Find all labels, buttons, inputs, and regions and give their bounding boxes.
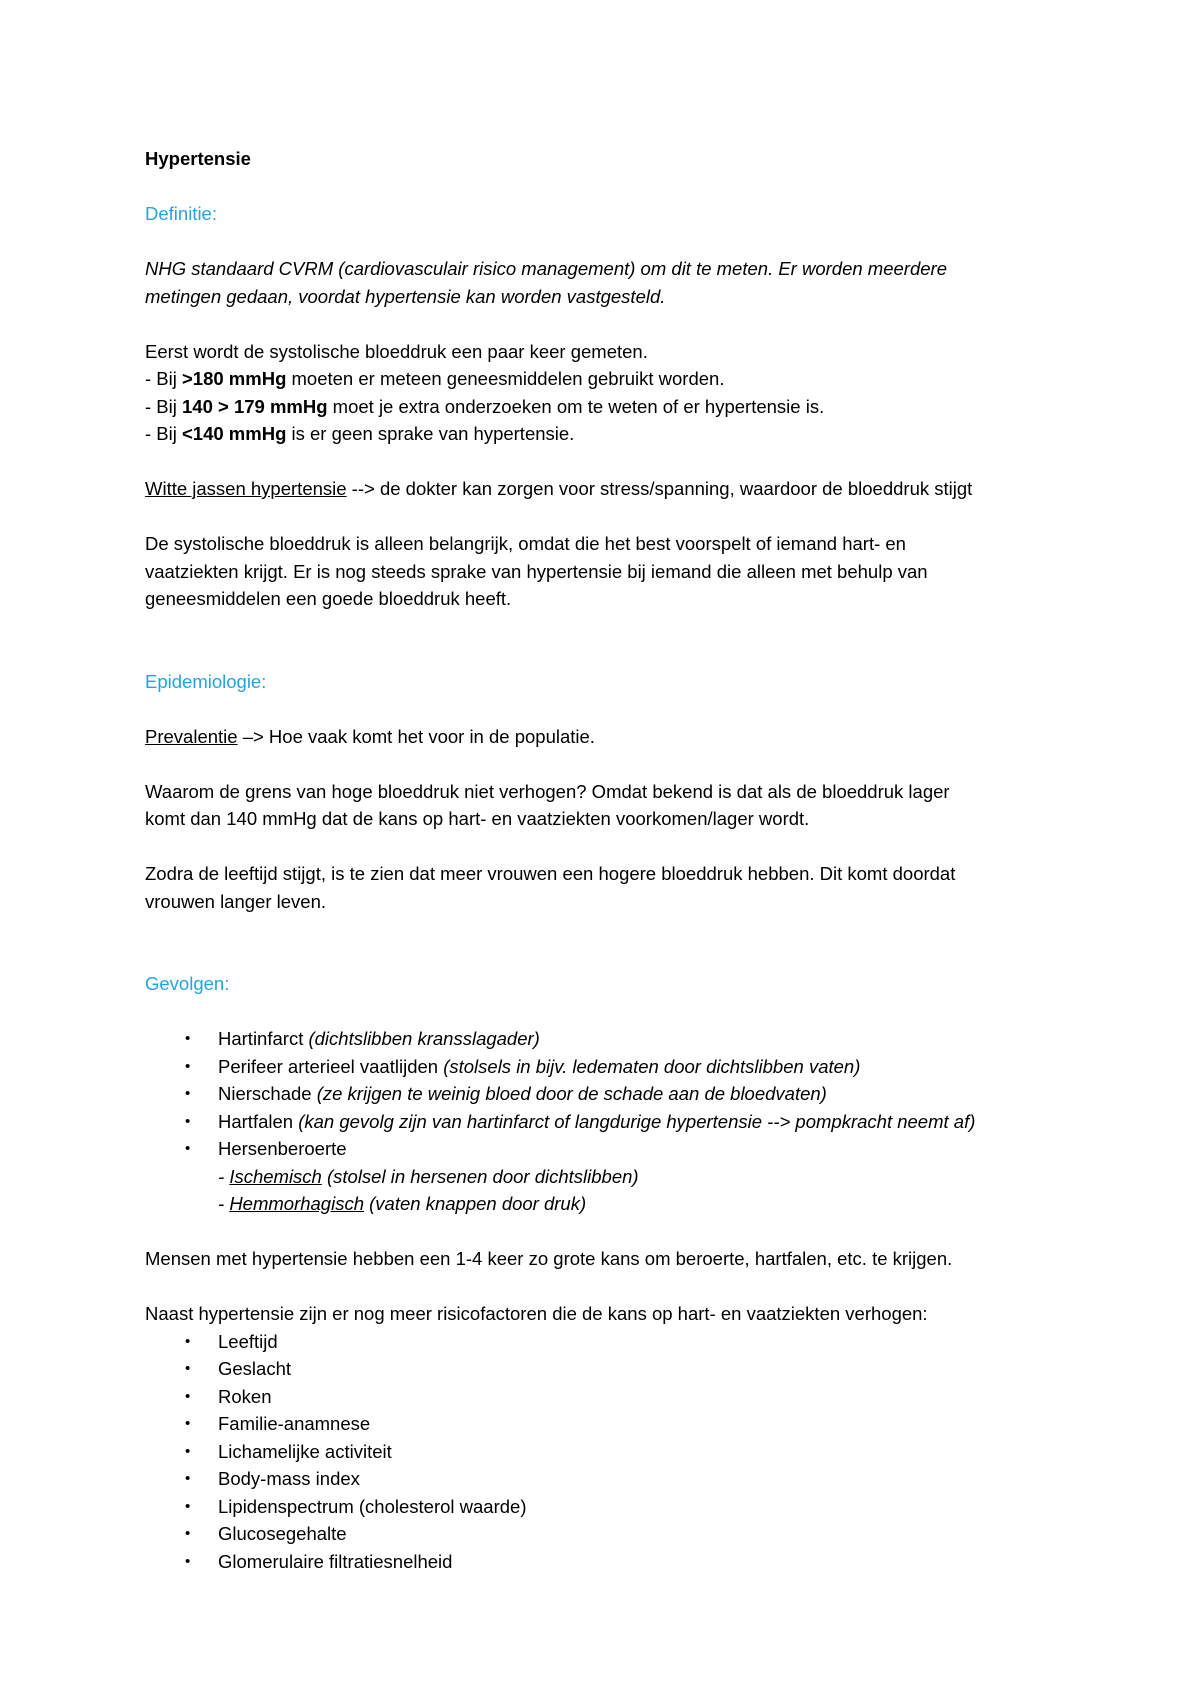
bullet-icon: • <box>185 1360 191 1377</box>
rule-line: - Bij 140 > 179 mmHg moet je extra onderzoeken om te weten of er hypertensie is. <box>145 395 825 417</box>
document-content <box>145 145 1075 1575</box>
list-item: • Familie-anamnese <box>145 1410 1075 1438</box>
rule-line: - Bij >180 mmHg moeten er meteen geneesmiddelen gebruikt worden. <box>145 368 725 389</box>
list-item: • Nierschade (ze krijgen te weinig bloed door de schade aan de bloedvaten) <box>145 1080 1075 1108</box>
bullet-icon: • <box>185 1442 191 1460</box>
list-item: • Perifeer arterieel vaatlijden (stolsels in bijv. ledematen door dichtslibben vaten) <box>145 1053 1075 1081</box>
systolic-paragraph-line: De systolische bloeddruk is alleen belangrijk, omdat die het best voorspelt of iemand hart- en <box>145 533 906 554</box>
list-item: • Body-mass index <box>145 1465 1075 1493</box>
risk-sentence: Mensen met hypertensie hebben een 1-4 keer zo grote kans om beroerte, hartfalen, etc. te krijgen. <box>145 1248 953 1269</box>
stroke-subtype: - Ischemisch (stolsel in hersenen door dichtslibben) <box>218 1165 639 1187</box>
stroke-subtype: - Hemmorhagisch (vaten knappen door druk) <box>218 1193 587 1214</box>
bullet-icon: • <box>185 1112 191 1130</box>
document-title: Hypertensie <box>145 148 251 169</box>
bullet-icon: • <box>185 1415 191 1432</box>
prevalence-term: Prevalentie <box>145 725 238 747</box>
bullet-icon: • <box>185 1552 191 1570</box>
age-paragraph-line: Zodra de leeftijd stijgt, is te zien dat meer vrouwen een hogere bloeddruk hebben. Dit komt doordat <box>145 863 956 884</box>
list-item: • Roken <box>145 1383 1075 1411</box>
measure-intro: Eerst wordt de systolische bloeddruk een paar keer gemeten. <box>145 340 648 362</box>
list-item: • Hersenberoerte - Ischemisch (stolsel in hersenen door dichtslibben) - Hemmorhagisch (vaten knappen door druk) <box>145 1135 1075 1218</box>
bullet-icon: • <box>185 1140 191 1157</box>
white-coat-paragraph: Witte jassen hypertensie --> de dokter kan zorgen voor stress/spanning, waardoor de bloeddruk stijgt <box>145 478 973 499</box>
section-heading-definitie: Definitie: <box>145 203 217 224</box>
white-coat-term: Witte jassen hypertensie <box>145 478 347 499</box>
prevalence-paragraph: Prevalentie –> Hoe vaak komt het voor in de populatie. <box>145 725 595 747</box>
bullet-icon: • <box>185 1030 191 1047</box>
limit-paragraph-line: komt dan 140 mmHg dat de kans op hart- en vaatziekten voorkomen/lager wordt. <box>145 808 810 829</box>
limit-paragraph-line: Waarom de grens van hoge bloeddruk niet verhogen? Omdat bekend is dat als de bloeddruk lager <box>145 780 950 802</box>
section-heading-gevolgen: Gevolgen: <box>145 973 230 994</box>
bullet-icon: • <box>185 1470 191 1487</box>
list-item: • Glomerulaire filtratiesnelheid <box>145 1548 1075 1576</box>
bullet-icon: • <box>185 1497 191 1515</box>
systolic-paragraph-line: geneesmiddelen een goede bloeddruk heeft. <box>145 588 512 609</box>
age-paragraph-line: vrouwen langer leven. <box>145 890 326 912</box>
section-heading-epidemiologie: Epidemiologie: <box>145 670 267 692</box>
list-item: • Lichamelijke activiteit <box>145 1438 1075 1466</box>
bullet-icon: • <box>185 1057 191 1075</box>
systolic-paragraph-line: vaatziekten krijgt. Er is nog steeds sprake van hypertensie bij iemand die alleen met behulp van <box>145 560 928 582</box>
bullet-icon: • <box>185 1332 191 1350</box>
bullet-icon: • <box>185 1387 191 1405</box>
list-item: • Hartinfarct (dichtslibben kransslagader) <box>145 1025 1075 1053</box>
rule-line: - Bij <140 mmHg is er geen sprake van hypertensie. <box>145 423 575 444</box>
list-item: • Glucosegehalte <box>145 1520 1075 1548</box>
list-item: • Hartfalen (kan gevolg zijn van hartinfarct of langdurige hypertensie --> pompkracht neemt af) <box>145 1108 1075 1136</box>
list-item: • Lipidenspectrum (cholesterol waarde) <box>145 1493 1075 1521</box>
bullet-icon: • <box>185 1085 191 1102</box>
definitie-intro-line: NHG standaard CVRM (cardiovasculair risico management) om dit te meten. Er worden meerdere <box>145 258 947 279</box>
consequences-list <box>145 1025 1075 1218</box>
definitie-intro-line: metingen gedaan, voordat hypertensie kan worden vastgesteld. <box>145 285 666 307</box>
risk-factors-list <box>145 1328 1075 1576</box>
list-item: • Leeftijd <box>145 1328 1075 1356</box>
list-item: • Geslacht <box>145 1355 1075 1383</box>
factors-intro: Naast hypertensie zijn er nog meer risicofactoren die de kans op hart- en vaatziekten verhogen: <box>145 1303 928 1324</box>
bullet-icon: • <box>185 1525 191 1542</box>
